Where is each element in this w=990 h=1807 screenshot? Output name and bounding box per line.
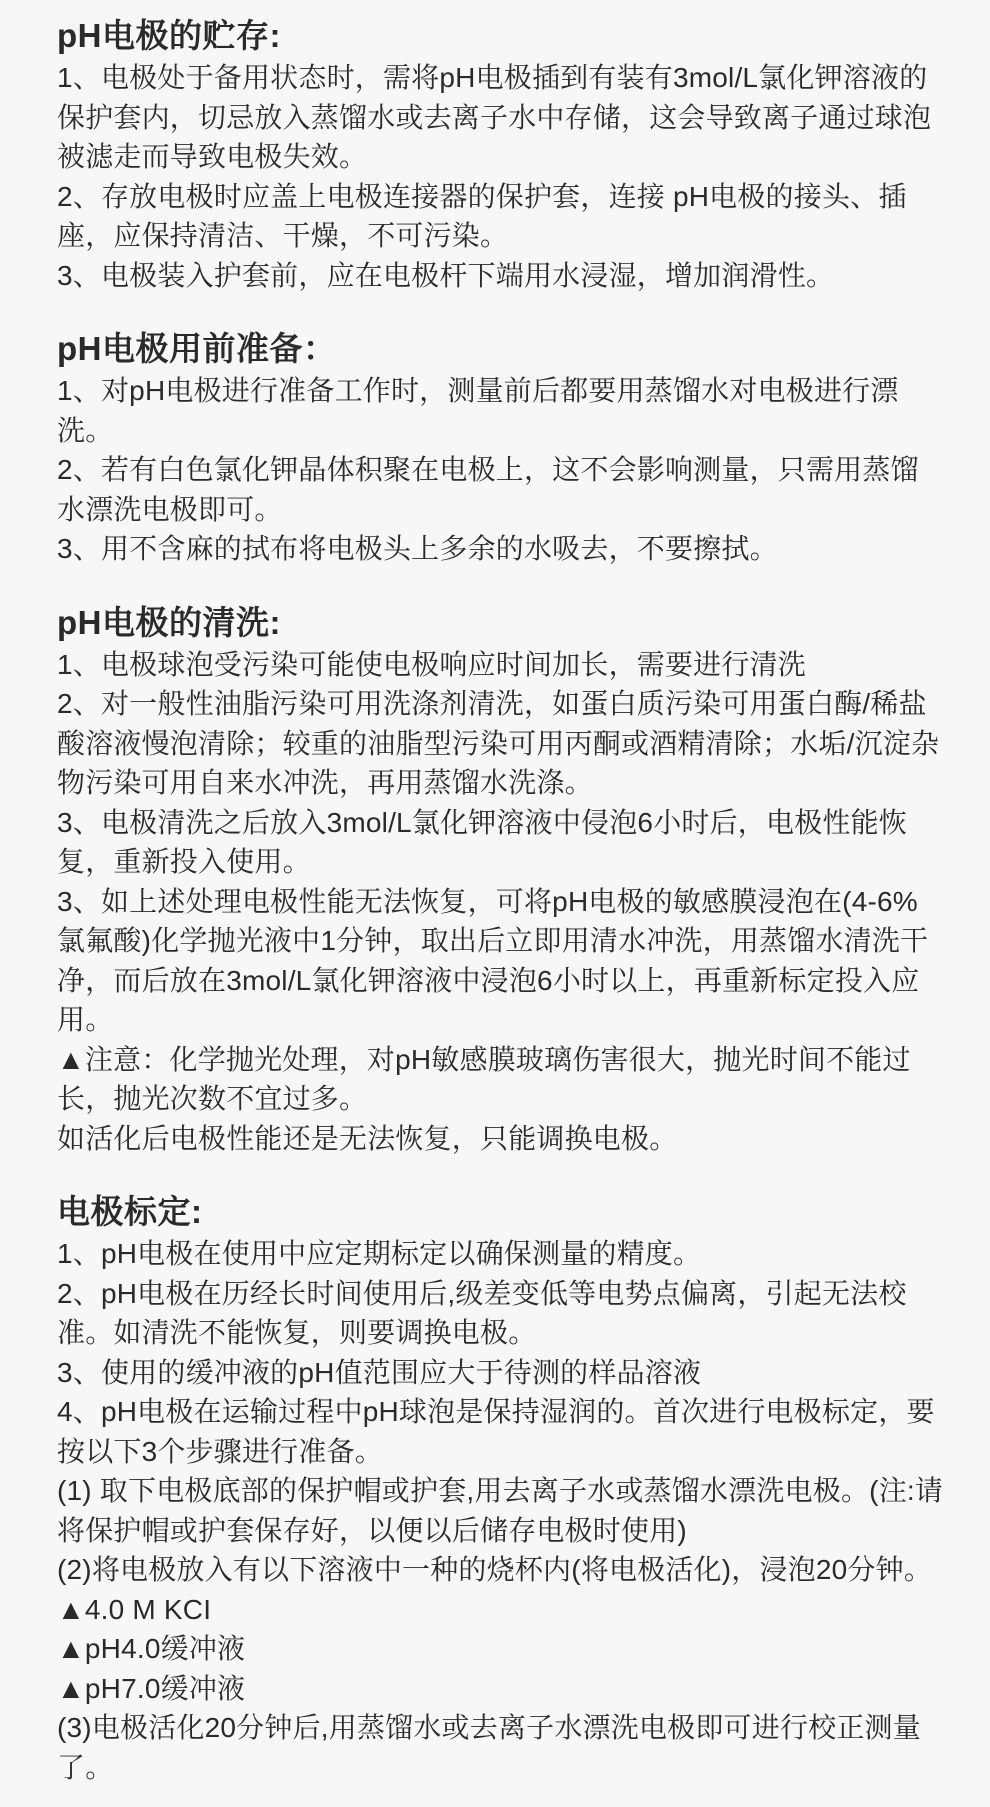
paragraph: 3、电极清洗之后放入3mol/L氯化钾溶液中侵泡6小时后，电极性能恢复，重新投入使用。 — [57, 806, 907, 877]
paragraph: 2、若有白色氯化钾晶体积聚在电极上，这不会影响测量，只需用蒸馏水漂洗电极即可。 — [57, 454, 919, 525]
paragraph: ▲pH4.0缓冲液 — [57, 1633, 246, 1664]
section-heading: 电极标定: — [57, 1193, 203, 1230]
section-heading: pH电极的清洗: — [57, 603, 281, 641]
section — [57, 600, 945, 1159]
paragraph: 3、电极装入护套前，应在电极杆下端用水浸湿，增加润滑性。 — [57, 259, 835, 291]
paragraph: 2、pH电极在历经长时间使用后,级差变低等电势点偏离，引起无法校准。如清洗不能恢复，则要调换电极。 — [57, 1277, 907, 1348]
paragraph: (3)电极活化20分钟后,用蒸馏水或去离子水漂洗电极即可进行校正测量了。 — [57, 1712, 921, 1783]
paragraph: 4、pH电极在运输过程中pH球泡是保持湿润的。首次进行电极标定，要按以下3个步骤进行准备。 — [57, 1396, 935, 1467]
section-heading: pH电极用前准备： — [57, 330, 337, 367]
paragraph: 1、电极球泡受污染可能使电极响应时间加长，需要进行清洗 — [57, 648, 806, 680]
paragraph: 3、如上述处理电极性能无法恢复，可将pH电极的敏感膜浸泡在(4-6%氯氟酸)化学抛光液中1分钟，取出后立即用清水冲洗，用蒸馏水清洗干净，而后放在3mol/L氯化钾溶液中浸泡6小时以上，再重新标定投入应用。 — [57, 885, 929, 1035]
section — [57, 326, 945, 569]
paragraph: 1、pH电极在使用中应定期标定以确保测量的精度。 — [57, 1238, 702, 1269]
paragraph: 1、电极处于备用状态时，需将pH电极插到有装有3mol/L氯化钾溶液的保护套内，切忌放入蒸馏水或去离子水中存储，这会导致离子通过球泡被滤走而导致电极失效。 — [57, 62, 932, 172]
section — [57, 13, 945, 295]
section-heading: pH电极的贮存: — [57, 17, 281, 54]
paragraph: 2、存放电极时应盖上电极连接器的保护套，连接 pH电极的接头、插座，应保持清洁、干燥，不可污染。 — [57, 180, 907, 251]
paragraph: 3、使用的缓冲液的pH值范围应大于待测的样品溶液 — [57, 1356, 702, 1388]
section — [57, 1189, 945, 1787]
paragraph: ▲注意：化学抛光处理，对pH敏感膜玻璃伤害很大，抛光时间不能过长，抛光次数不宜过多。 — [57, 1043, 911, 1114]
paragraph: 3、用不含麻的拭布将电极头上多余的水吸去，不要擦拭。 — [57, 533, 778, 564]
paragraph: 1、对pH电极进行准备工作时，测量前后都要用蒸馏水对电极进行漂洗。 — [57, 375, 899, 446]
paragraph: (1) 取下电极底部的保护帽或护套,用去离子水或蒸馏水漂洗电极。(注:请将保护帽或护套保存好，以便以后储存电极时使用) — [57, 1475, 944, 1546]
paragraph: ▲4.0 M KCI — [57, 1593, 212, 1625]
paragraph: (2)将电极放入有以下溶液中一种的烧杯内(将电极活化)，浸泡20分钟。 — [57, 1554, 933, 1585]
paragraph: 如活化后电极性能还是无法恢复，只能调换电极。 — [57, 1122, 678, 1154]
paragraph: 2、对一般性油脂污染可用洗涤剂清洗，如蛋白质污染可用蛋白酶/稀盐酸溶液慢泡清除；较重的油脂型污染可用丙酮或酒精清除；水垢/沉淀杂物污染可用自来水冲洗，再用蒸馏水洗涤。 — [57, 688, 940, 798]
paragraph: ▲pH7.0缓冲液 — [57, 1672, 246, 1704]
